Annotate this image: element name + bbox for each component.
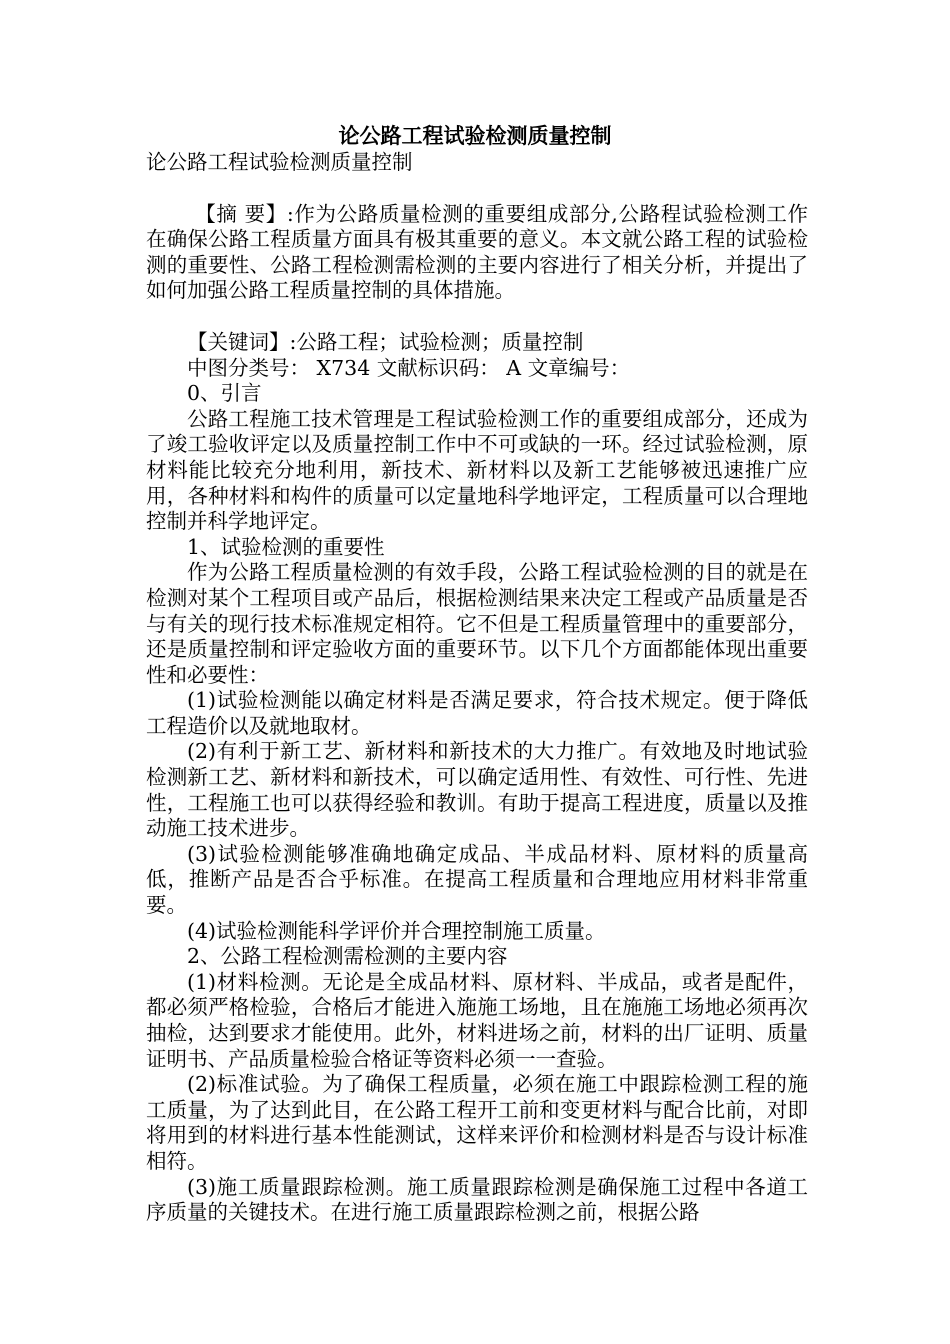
section-heading-importance: 1、试验检测的重要性	[187, 534, 385, 559]
document-body	[146, 150, 808, 1226]
abstract-paragraph: 【摘 要】:作为公路质量检测的重要组成部分,公路程试验检测工作在确保公路工程质量方面具有极其重要的意义。本文就公路工程的试验检测的重要性、公路工程检测需检测的主要内容进行了相关分析，并提出了如何加强公路工程质量控制的具体措施。	[146, 201, 808, 303]
document-subtitle: 论公路工程试验检测质量控制	[146, 150, 413, 174]
list-item: (1)材料检测。无论是全成品材料、原材料、半成品，或者是配件，都必须严格检验，合格后才能进入施施工场地，且在施施工场地必须再次抽检，达到要求才能使用。此外，材料进场之前，材料的出厂证明、质量证明书、产品质量检验合格证等资料必须一一查验。	[146, 969, 808, 1071]
list-item: (1)试验检测能以确定材料是否满足要求，符合技术规定。便于降低工程造价以及就地取材。	[146, 688, 808, 738]
section-heading-intro: 0、引言	[187, 381, 262, 406]
body-paragraph: 公路工程施工技术管理是工程试验检测工作的重要组成部分，还成为了竣工验收评定以及质量控制工作中不可或缺的一环。经过试验检测，原材料能比较充分地利用，新技术、新材料以及新工艺能够被迅速推广应用，各种材料和构件的质量可以定量地科学地评定，工程质量可以合理地控制并科学地评定。	[146, 406, 808, 534]
list-item: (3)施工质量跟踪检测。施工质量跟踪检测是确保施工过程中各道工序质量的关键技术。在进行施工质量跟踪检测之前，根据公路	[146, 1174, 808, 1225]
classification-line: 中图分类号： X734 文献标识码： A 文章编号：	[187, 355, 631, 380]
list-item: (4)试验检测能科学评价并合理控制施工质量。	[187, 918, 606, 943]
keywords-line: 【关键词】:公路工程；试验检测；质量控制	[187, 329, 584, 354]
list-item: (2)有利于新工艺、新材料和新技术的大力推广。有效地及时地试验检测新工艺、新材料和新技术，可以确定适用性、有效性、可行性、先进性，工程施工也可以获得经验和教训。有助于提高工程进度，质量以及推动施工技术进步。	[146, 739, 808, 841]
list-item: (2)标准试验。为了确保工程质量，必须在施工中跟踪检测工程的施工质量，为了达到此目，在公路工程开工前和变更材料与配合比前，对即将用到的材料进行基本性能测试，这样来评价和检测材料是否与设计标准相符。	[146, 1072, 808, 1173]
body-paragraph: 作为公路工程质量检测的有效手段，公路工程试验检测的目的就是在检测对某个工程项目或产品后，根据检测结果来决定工程或产品质量是否与有关的现行技术标准规定相符。它不但是工程质量管理中的重要部分，还是质量控制和评定验收方面的重要环节。以下几个方面都能体现出重要性和必要性：	[146, 560, 808, 687]
document-title: 论公路工程试验检测质量控制	[338, 123, 612, 148]
list-item: (3)试验检测能够准确地确定成品、半成品材料、原材料的质量高低，推断产品是否合乎标准。在提高工程质量和合理地应用材料非常重要。	[146, 841, 808, 918]
section-heading-content: 2、公路工程检测需检测的主要内容	[187, 944, 508, 969]
